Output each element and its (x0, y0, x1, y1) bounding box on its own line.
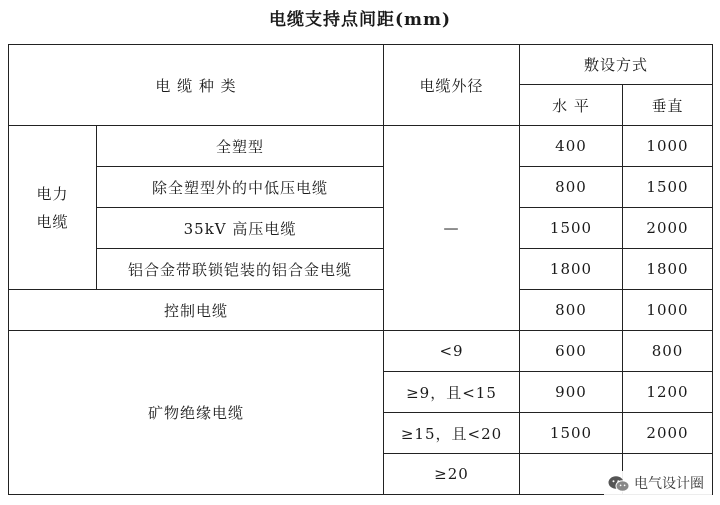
table-row (9, 249, 713, 290)
vertical-value: 1800 (623, 249, 713, 290)
vertical-value: 1000 (623, 126, 713, 167)
watermark-text: 电气设计圈 (634, 476, 704, 492)
cable-type-cell: 35kV 高压电缆 (97, 208, 384, 249)
diameter-cell: <9 (384, 331, 520, 372)
horizontal-value: 600 (520, 331, 623, 372)
horizontal-value: 900 (520, 372, 623, 413)
power-cable-group-label: 电力 电缆 (9, 126, 97, 290)
cable-type-cell: 全塑型 (97, 126, 384, 167)
table-row (9, 290, 713, 331)
cable-type-cell: 除全塑型外的中低压电缆 (97, 167, 384, 208)
header-laying-method: 敷设方式 (520, 45, 713, 85)
horizontal-value: 1500 (520, 413, 623, 454)
cable-type-cell: 铝合金带联锁铠装的铝合金电缆 (97, 249, 384, 290)
vertical-value: 1500 (623, 167, 713, 208)
table-row (9, 126, 713, 167)
cable-support-spacing-table (8, 44, 713, 495)
vertical-value: 2000 (623, 413, 713, 454)
header-cable-type: 电 缆 种 类 (9, 45, 384, 126)
horizontal-value: 400 (520, 126, 623, 167)
table-row (9, 208, 713, 249)
vertical-value: 2000 (623, 208, 713, 249)
horizontal-value: 800 (520, 167, 623, 208)
shared-diameter-cell: — (384, 126, 520, 331)
wechat-icon (608, 475, 630, 493)
watermark (604, 471, 712, 497)
diameter-cell: ≥9，且<15 (384, 372, 520, 413)
vertical-value: 800 (623, 331, 713, 372)
header-row-1 (9, 45, 713, 85)
horizontal-value: 800 (520, 290, 623, 331)
horizontal-value: 1500 (520, 208, 623, 249)
table-row (9, 331, 713, 372)
table-row (9, 167, 713, 208)
vertical-value: 1000 (623, 290, 713, 331)
diameter-cell: ≥15，且<20 (384, 413, 520, 454)
diameter-cell: ≥20 (384, 454, 520, 495)
vertical-value: 1200 (623, 372, 713, 413)
header-horizontal: 水 平 (520, 85, 623, 126)
horizontal-value: 1800 (520, 249, 623, 290)
header-outer-diameter: 电缆外径 (384, 45, 520, 126)
mineral-cable-cell: 矿物绝缘电缆 (9, 331, 384, 495)
control-cable-cell: 控制电缆 (9, 290, 384, 331)
table-title: 电缆支持点间距(mm) (268, 10, 452, 30)
header-vertical: 垂直 (623, 85, 713, 126)
